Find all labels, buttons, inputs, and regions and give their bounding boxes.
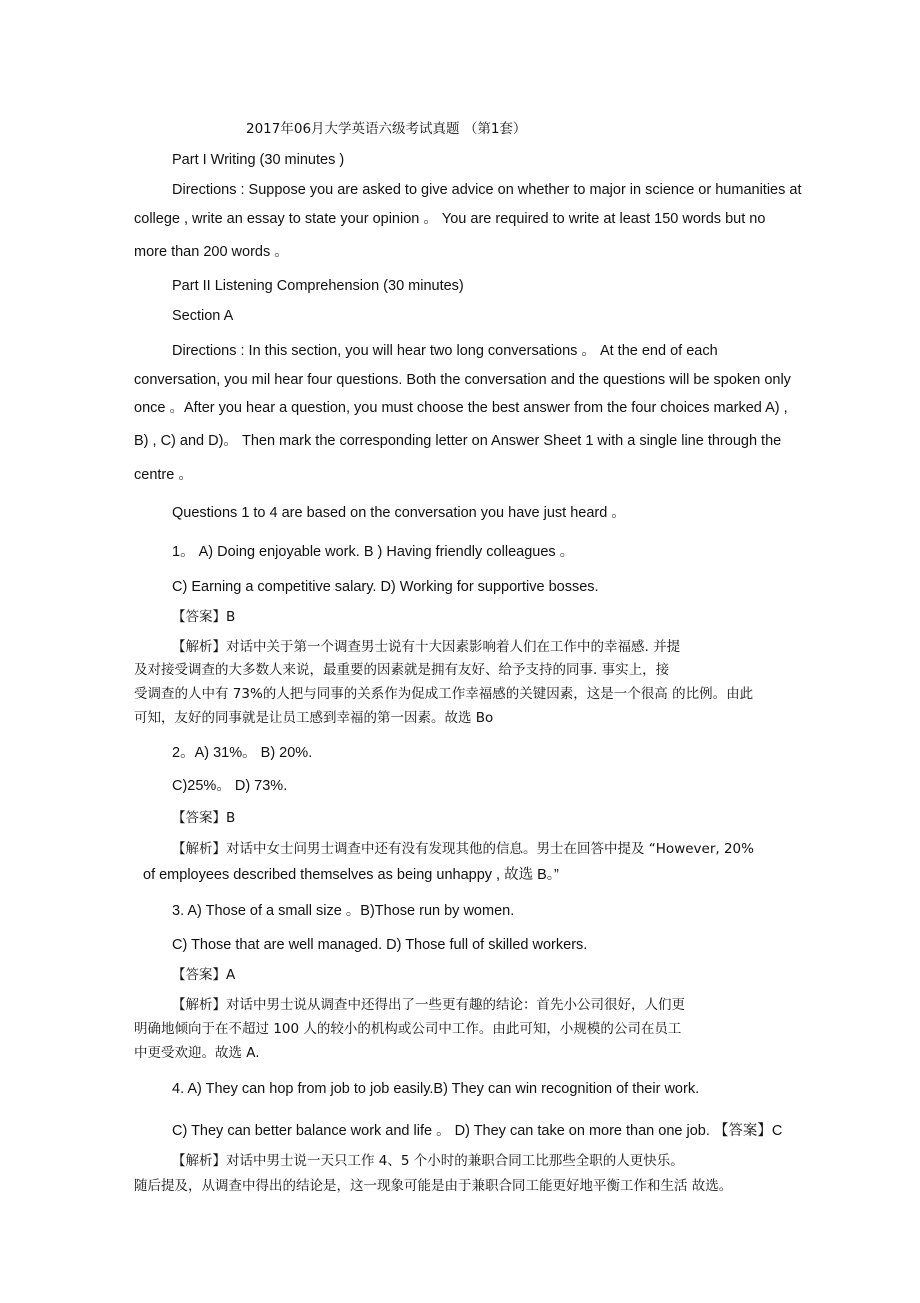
question-4-options: 4. A) They can hop from job to job easily.B) They can win recognition of their work. — [172, 1081, 700, 1097]
directions2-line: Directions : In this section, you will hear two long conversations 。 At the end of each — [172, 343, 718, 359]
question-3-answer: 【答案】A — [172, 967, 236, 983]
directions1-line: college , write an essay to state your opinion 。 You are required to write at least 150 words but no — [134, 211, 766, 227]
directions2-line: conversation, you mil hear four questions. Both the conversation and the questions will be spoken only — [134, 372, 791, 388]
question-2-analysis: 【解析】对话中女士问男士调查中还有没有发现其他的信息。男士在回答中提及 “However, 20% — [172, 841, 754, 857]
directions2-line: B) , C) and D)。 Then mark the corresponding letter on Answer Sheet 1 with a single line through the — [134, 433, 782, 449]
question-3-options: C) Those that are well managed. D) Those full of skilled workers. — [172, 937, 588, 953]
question-3-analysis: 【解析】对话中男士说从调查中还得出了一些更有趣的结论：首先小公司很好，人们更 — [172, 997, 685, 1013]
question-2-analysis: of employees described themselves as being unhappy , 故选 B。” — [143, 867, 559, 883]
question-1-analysis: 可知，友好的同事就是让员工感到幸福的第一因素。故选 Bo — [134, 710, 494, 726]
question-3-options: 3. A) Those of a small size 。B)Those run by women. — [172, 903, 515, 919]
part1-heading: Part I Writing (30 minutes ) — [172, 152, 345, 168]
part2-heading: Part II Listening Comprehension (30 minutes) — [172, 278, 464, 294]
directions1-line: Directions : Suppose you are asked to give advice on whether to major in science or humanities at — [172, 182, 802, 198]
question-1-options: C) Earning a competitive salary. D) Working for supportive bosses. — [172, 579, 599, 595]
directions2-line: centre 。 — [134, 467, 193, 483]
doc-title: 2017年06月大学英语六级考试真题 （第1套） — [246, 121, 527, 137]
question-1-answer: 【答案】B — [172, 609, 236, 625]
question-3-analysis: 明确地倾向于在不超过 100 人的较小的机构或公司中工作。由此可知，小规模的公司在员工 — [134, 1021, 682, 1037]
question-4-analysis: 随后提及，从调查中得出的结论是，这一现象可能是由于兼职合同工能更好地平衡工作和生活 故选。 — [134, 1178, 733, 1194]
directions1-line: more than 200 words 。 — [134, 244, 289, 260]
question-1-analysis: 受调查的人中有 73%的人把与同事的关系作为促成工作幸福感的关键因素，这是一个很高 的比例。由此 — [134, 686, 754, 702]
question-3-analysis: 中更受欢迎。故选 A. — [134, 1045, 260, 1061]
question-2-options: 2。A) 31%。 B) 20%. — [172, 745, 313, 761]
question-1-options: 1。 A) Doing enjoyable work. B ) Having friendly colleagues 。 — [172, 544, 575, 560]
directions2-line: once 。After you hear a question, you must choose the best answer from the four choices marked A) , — [134, 400, 788, 416]
question-4-options: C) They can better balance work and life 。 D) They can take on more than one job. 【答案】C — [172, 1123, 783, 1139]
question-1-analysis: 【解析】对话中关于第一个调查男士说有十大因素影响着人们在工作中的幸福感. 并提 — [172, 639, 681, 655]
question-2-options: C)25%。 D) 73%. — [172, 778, 288, 794]
question-1-analysis: 及对接受调查的大多数人来说，最重要的因素就是拥有友好、给予支持的同事. 事实上，接 — [134, 662, 670, 678]
question-2-answer: 【答案】B — [172, 810, 236, 826]
section-a-heading: Section A — [172, 308, 234, 324]
questions-intro: Questions 1 to 4 are based on the conversation you have just heard 。 — [172, 505, 626, 521]
question-4-analysis: 【解析】对话中男士说一天只工作 4、5 个小时的兼职合同工比那些全职的人更快乐。 — [172, 1153, 684, 1169]
